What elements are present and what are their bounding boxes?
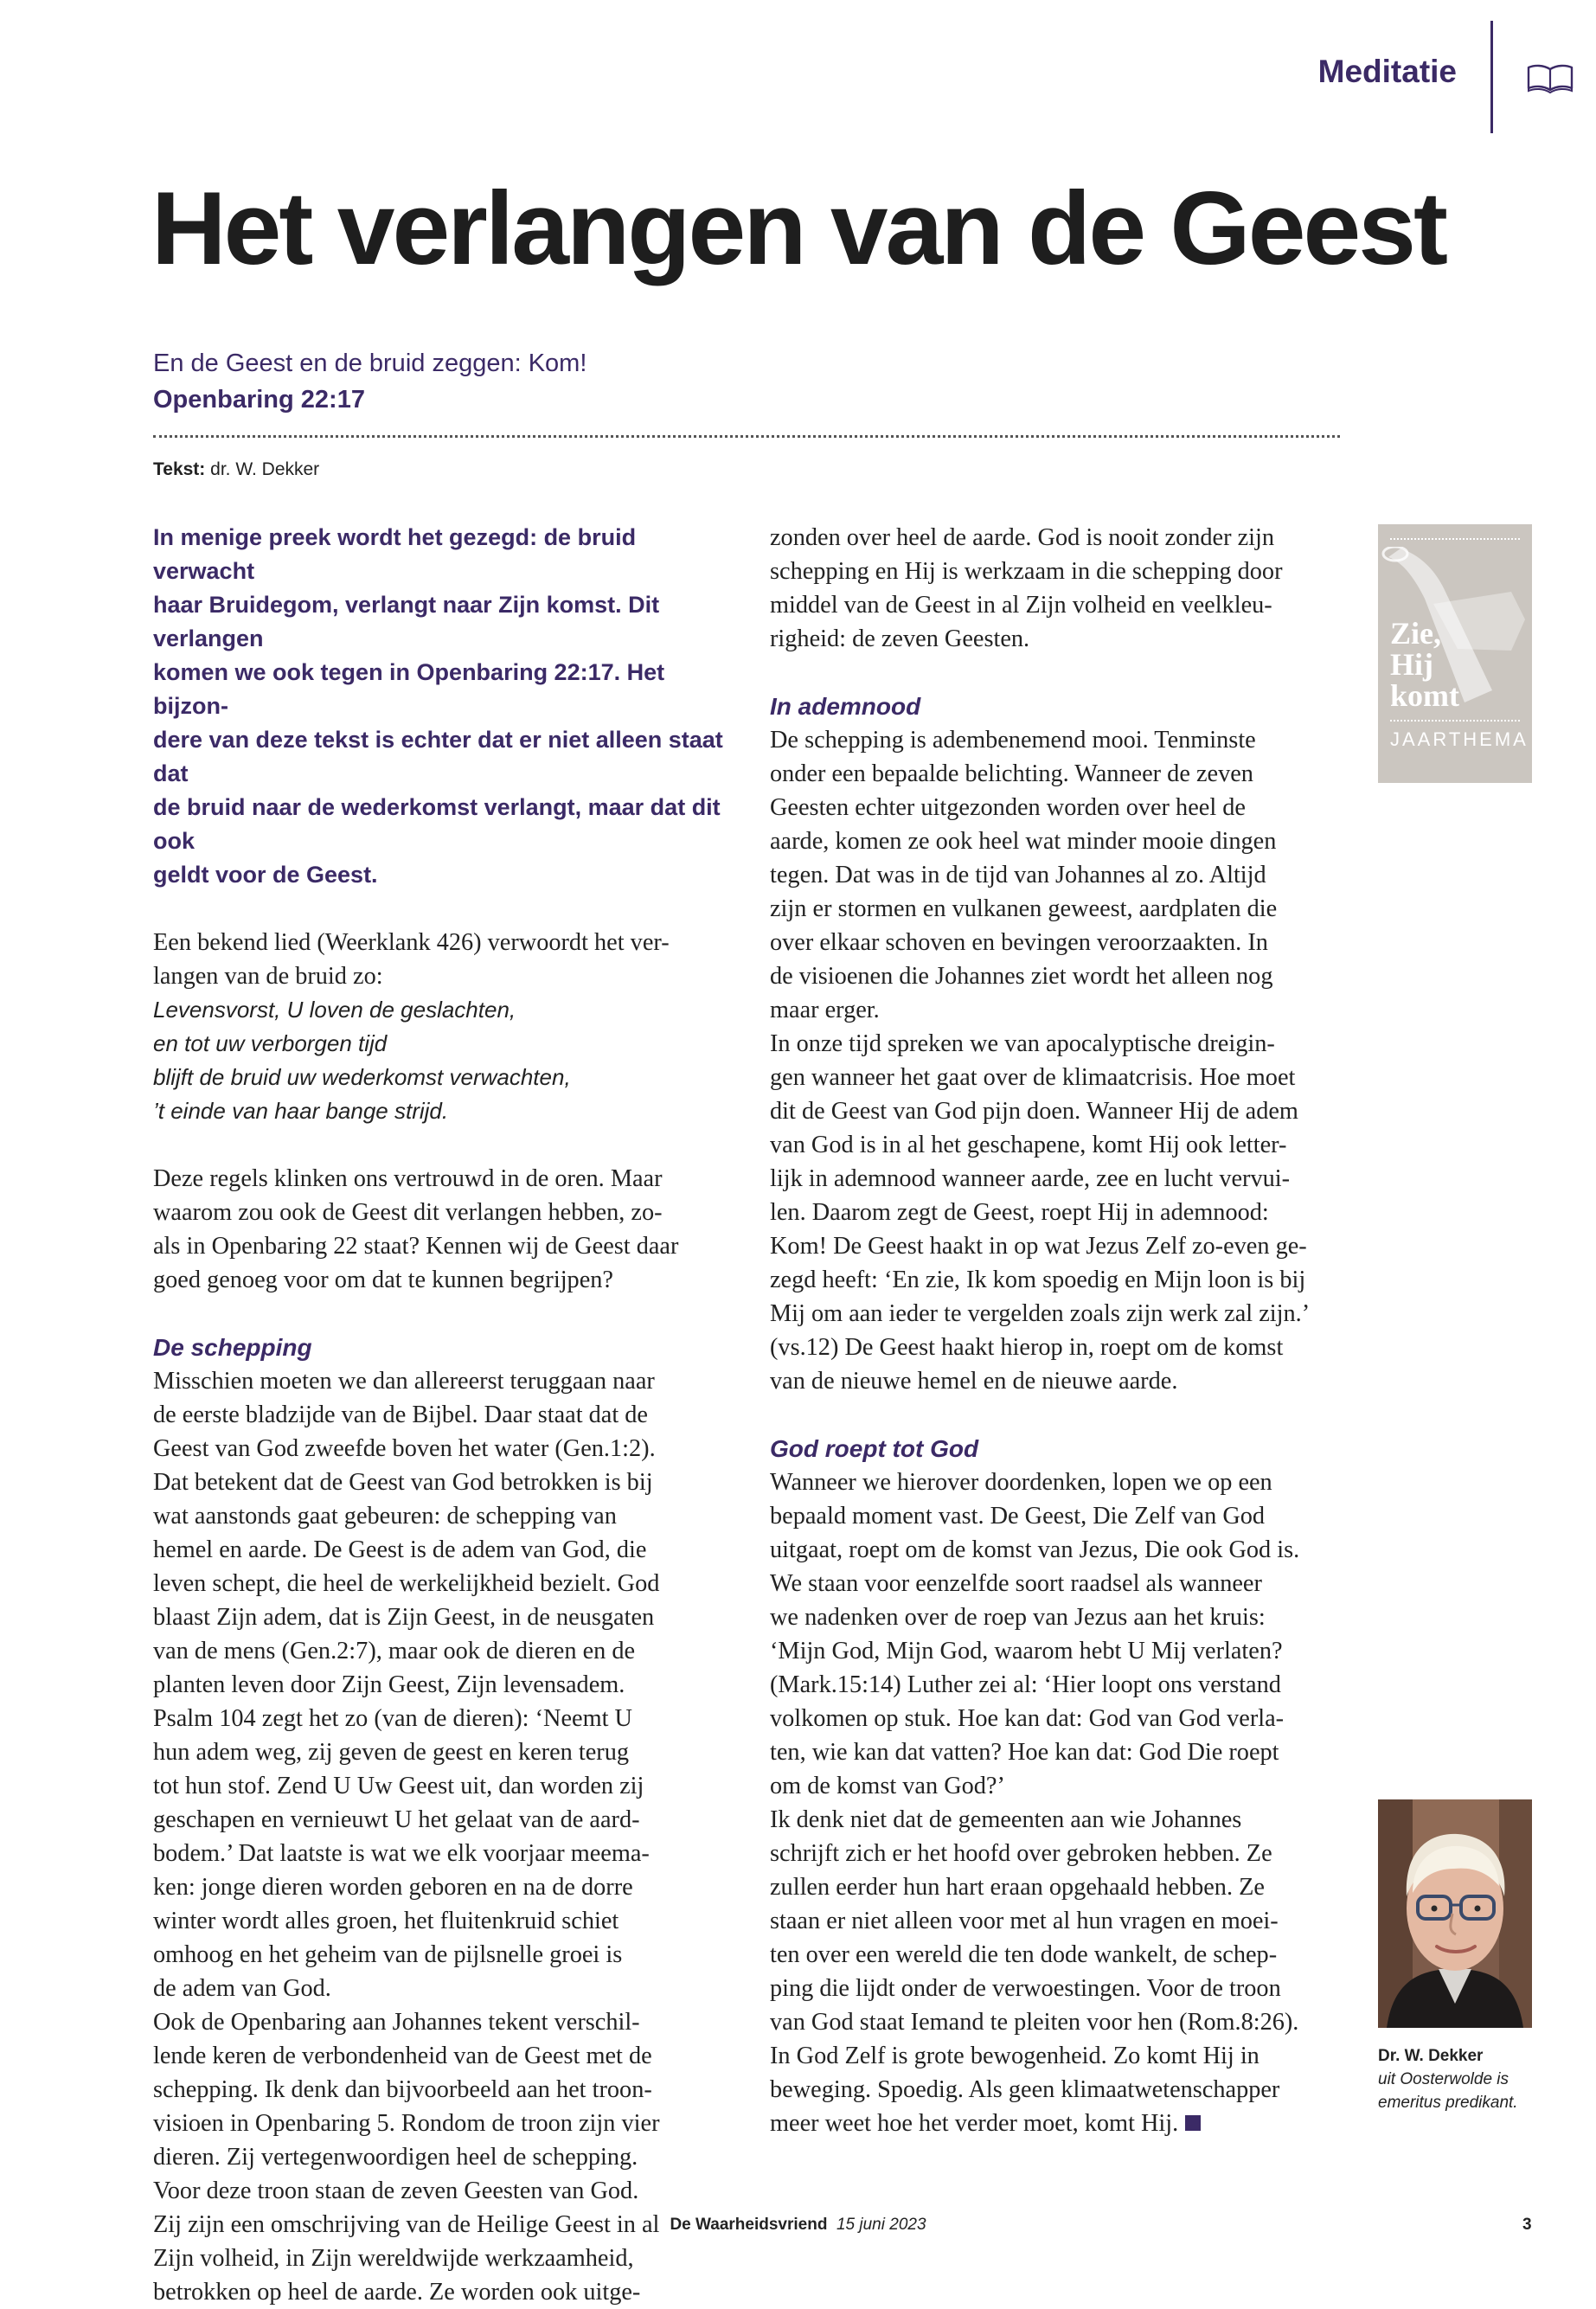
body-line: onder een bepaalde belichting. Wanneer de zeven bbox=[770, 760, 1253, 787]
lead-line: geldt voor de Geest. bbox=[153, 862, 378, 888]
body-line: ten, wie kan dat vatten? Hoe kan dat: God Die roept bbox=[770, 1739, 1279, 1766]
paragraph-gap bbox=[770, 656, 1358, 689]
paragraph-gap bbox=[153, 892, 741, 926]
body-line: gen wanneer het gaat over de klimaatcrisis. Hoe moet bbox=[770, 1064, 1296, 1091]
body-line: blaast Zijn adem, dat is Zijn Geest, in de neusgaten bbox=[153, 1604, 655, 1631]
body-line: schepping en Hij is werkzaam in die schepping door bbox=[770, 558, 1283, 585]
body-line: van God staat Iemand te pleiten voor hen (Rom.8:26). bbox=[770, 2009, 1299, 2036]
body-line: zijn er stormen en vulkanen geweest, aardplaten die bbox=[770, 895, 1278, 922]
body-line: Misschien moeten we dan allereerst teruggaan naar bbox=[153, 1368, 655, 1395]
body-line: ken: jonge dieren worden geboren en na de dorre bbox=[153, 1874, 633, 1901]
section-label: Meditatie bbox=[1317, 54, 1457, 89]
body-line: (Mark.15:14) Luther zei al: ‘Hier loopt ons verstand bbox=[770, 1671, 1281, 1698]
body-line: we nadenken over de roep van Jezus aan het kruis: bbox=[770, 1604, 1266, 1631]
body-line: Geest van God zweefde boven het water (Gen.1:2). bbox=[153, 1435, 656, 1462]
poem-line: ’t einde van haar bange strijd. bbox=[153, 1098, 449, 1124]
body-line: tegen. Dat was in de tijd van Johannes al zo. Altijd bbox=[770, 862, 1266, 888]
author-photo bbox=[1378, 1799, 1532, 2028]
body-line: Zij zijn een omschrijving van de Heilige Geest in al bbox=[153, 2211, 660, 2238]
theme-title-line: komt bbox=[1390, 678, 1459, 713]
body-line: hun adem weg, zij geven de geest en keren terug bbox=[153, 1739, 629, 1766]
theme-label: JAARTHEMA bbox=[1390, 728, 1529, 750]
body-line: Ook de Openbaring aan Johannes tekent verschil- bbox=[153, 2009, 640, 2036]
body-line: beweging. Spoedig. Als geen klimaatwetenschapper bbox=[770, 2076, 1280, 2103]
body-line: wat aanstonds gaat gebeuren: de schepping van bbox=[153, 1503, 617, 1530]
body-line: winter wordt alles groen, het fluitenkruid schiet bbox=[153, 1908, 619, 1934]
publication-name: De Waarheidsvriend bbox=[670, 2216, 828, 2234]
theme-title-line: Zie, bbox=[1390, 616, 1441, 651]
body-line: lijk in ademnood wanneer aarde, zee en lucht vervui- bbox=[770, 1165, 1291, 1192]
page-number: 3 bbox=[1522, 2216, 1532, 2234]
body-line: van de mens (Gen.2:7), maar ook de dieren en de bbox=[153, 1638, 636, 1664]
body-line: goed genoeg voor om dat te kunnen begrijpen? bbox=[153, 1267, 613, 1293]
body-line: visioen in Openbaring 5. Rondom de troon zijn vier bbox=[153, 2110, 660, 2137]
body-line: ‘Mijn God, Mijn God, waarom hebt U Mij verlaten? bbox=[770, 1638, 1283, 1664]
poem-line: Levensvorst, U loven de geslachten, bbox=[153, 997, 516, 1023]
body-line: schepping. Ik denk dan bijvoorbeeld aan het troon- bbox=[153, 2076, 652, 2103]
body-line: waarom zou ook de Geest dit verlangen hebben, zo- bbox=[153, 1199, 663, 1226]
body-line: ten over een wereld die ten dode wankelt, de schep- bbox=[770, 1941, 1278, 1968]
theme-dots-top bbox=[1390, 538, 1520, 540]
body-line: zegd heeft: ‘En zie, Ik kom spoedig en Mijn loon is bij bbox=[770, 1267, 1306, 1293]
body-line: aarde, komen ze ook heel wat minder mooie dingen bbox=[770, 828, 1277, 855]
article-column-right bbox=[770, 521, 1358, 2140]
body-line: de adem van God. bbox=[153, 1975, 331, 2002]
article-title: Het verlangen van de Geest bbox=[151, 170, 1445, 286]
header-rule bbox=[1490, 21, 1493, 133]
body-line: volkomen op stuk. Hoe kan dat: God van God verla- bbox=[770, 1705, 1285, 1732]
body-line: schrijft zich er het hoofd over gebroken hebben. Ze bbox=[770, 1840, 1272, 1867]
body-line: (vs.12) De Geest haakt hierop in, roept om de komst bbox=[770, 1334, 1284, 1361]
body-line: middel van de Geest in al Zijn volheid en veelkleu- bbox=[770, 592, 1272, 619]
body-line: zonden over heel de aarde. God is nooit zonder zijn bbox=[770, 524, 1275, 551]
paragraph-gap bbox=[770, 1398, 1358, 1432]
body-line: van God is in al het geschapene, komt Hij ook letter- bbox=[770, 1132, 1287, 1158]
final-line-text: meer weet hoe het verder moet, komt Hij. bbox=[770, 2110, 1179, 2137]
body-line: Kom! De Geest haakt in op wat Jezus Zelf zo-even ge- bbox=[770, 1233, 1307, 1260]
body-line: De schepping is adembenemend mooi. Tenminste bbox=[770, 727, 1256, 754]
body-line: Psalm 104 zegt het zo (van de dieren): ‘Neemt U bbox=[153, 1705, 632, 1732]
body-line: ping die lijdt onder de verwoestingen. Voor de troon bbox=[770, 1975, 1281, 2002]
body-line: planten leven door Zijn Geest, Zijn levensadem. bbox=[153, 1671, 625, 1698]
byline-author: dr. W. Dekker bbox=[210, 459, 320, 479]
paragraph-gap bbox=[153, 1297, 741, 1331]
body-line: bepaald moment vast. De Geest, Die Zelf van God bbox=[770, 1503, 1266, 1530]
subheading-de-schepping: De schepping bbox=[153, 1334, 312, 1361]
body-line: als in Openbaring 22 staat? Kennen wij de Geest daar bbox=[153, 1233, 679, 1260]
body-line: Geesten echter uitgezonden worden over heel de bbox=[770, 794, 1246, 821]
body-line: Wanneer we hierover doordenken, lopen we op een bbox=[770, 1469, 1272, 1496]
theme-dots-bottom bbox=[1390, 720, 1520, 722]
poem-line: blijft de bruid uw wederkomst verwachten, bbox=[153, 1064, 571, 1090]
body-line: van de nieuwe hemel en de nieuwe aarde. bbox=[770, 1368, 1178, 1395]
theme-badge bbox=[1378, 524, 1532, 783]
author-name: Dr. W. Dekker bbox=[1378, 2047, 1484, 2065]
body-line: Ik denk niet dat de gemeenten aan wie Johannes bbox=[770, 1806, 1242, 1833]
poem-line: en tot uw verborgen tijd bbox=[153, 1030, 388, 1056]
verse-text: En de Geest en de bruid zeggen: Kom! bbox=[153, 350, 587, 377]
body-line: de eerste bladzijde van de Bijbel. Daar staat dat de bbox=[153, 1401, 648, 1428]
body-line: betrokken op heel de aarde. Ze worden ook uitge- bbox=[153, 2279, 641, 2306]
body-line: In onze tijd spreken we van apocalyptische dreigin- bbox=[770, 1030, 1275, 1057]
body-line: zullen eerder hun hart eraan opgehaald hebben. Ze bbox=[770, 1874, 1265, 1901]
body-line: righeid: de zeven Geesten. bbox=[770, 625, 1030, 652]
body-line: Dat betekent dat de Geest van God betrokken is bij bbox=[153, 1469, 653, 1496]
body-line: In God Zelf is grote bewogenheid. Zo komt Hij in bbox=[770, 2043, 1259, 2069]
body-line: Zijn volheid, in Zijn wereldwijde werkzaamheid, bbox=[153, 2245, 634, 2272]
theme-title-line: Hij bbox=[1390, 647, 1433, 682]
body-line: over elkaar schoven en bevingen veroorzaakten. In bbox=[770, 929, 1268, 956]
paragraph-gap bbox=[153, 1128, 741, 1162]
body-line: om de komst van God?’ bbox=[770, 1773, 1005, 1799]
body-line: Mij om aan ieder te vergelden zoals zijn werk zal zijn.’ bbox=[770, 1300, 1311, 1327]
verse-reference: Openbaring 22:17 bbox=[153, 386, 365, 414]
lead-line: de bruid naar de wederkomst verlangt, maar dat dit ook bbox=[153, 794, 721, 854]
body-line: bodem.’ Dat laatste is wat we elk voorjaar meema- bbox=[153, 1840, 650, 1867]
byline bbox=[153, 459, 319, 480]
body-line: hemel en aarde. De Geest is de adem van God, die bbox=[153, 1536, 647, 1563]
body-line: We staan voor eenzelfde soort raadsel als wanneer bbox=[770, 1570, 1262, 1597]
lead-line: In menige preek wordt het gezegd: de bruid verwacht bbox=[153, 524, 637, 584]
body-line: lende keren de verbondenheid van de Geest met de bbox=[153, 2043, 652, 2069]
lead-line: dere van deze tekst is echter dat er niet alleen staat dat bbox=[153, 727, 723, 786]
body-line: Voor deze troon staan de zeven Geesten van God. bbox=[153, 2178, 639, 2204]
body-line: tot hun stof. Zend U Uw Geest uit, dan worden zij bbox=[153, 1773, 644, 1799]
end-mark bbox=[1185, 2115, 1201, 2131]
dotted-divider bbox=[153, 435, 1340, 438]
body-line: leven schept, die heel de werkelijkheid bezielt. God bbox=[153, 1570, 660, 1597]
body-line: Deze regels klinken ons vertrouwd in de oren. Maar bbox=[153, 1165, 663, 1192]
body-line-final bbox=[770, 2107, 1358, 2140]
body-line: omhoog en het geheim van de pijlsnelle groei is bbox=[153, 1941, 623, 1968]
body-line: geschapen en vernieuwt U het gelaat van de aard- bbox=[153, 1806, 640, 1833]
byline-label: Tekst: bbox=[153, 459, 206, 479]
subheading-in-ademnood: In ademnood bbox=[770, 693, 921, 720]
lead-line: haar Bruidegom, verlangt naar Zijn komst. Dit verlangen bbox=[153, 592, 660, 651]
body-line: staan er niet alleen voor met al hun vragen en moei- bbox=[770, 1908, 1279, 1934]
article-column-left bbox=[153, 521, 741, 2309]
body-line: langen van de bruid zo: bbox=[153, 963, 383, 990]
subheading-god-roept-tot-god: God roept tot God bbox=[770, 1435, 979, 1462]
body-line: Een bekend lied (Weerklank 426) verwoordt het ver- bbox=[153, 929, 670, 956]
body-line: de visioenen die Johannes ziet wordt het alleen nog bbox=[770, 963, 1273, 990]
body-line: maar erger. bbox=[770, 997, 880, 1023]
body-line: len. Daarom zegt de Geest, roept Hij in ademnood: bbox=[770, 1199, 1269, 1226]
body-line: dit de Geest van God pijn doen. Wanneer Hij de adem bbox=[770, 1098, 1298, 1125]
body-line: uitgaat, roept om de komst van Jezus, Die ook God is. bbox=[770, 1536, 1300, 1563]
publication-date: 15 juni 2023 bbox=[836, 2216, 926, 2234]
page-footer bbox=[0, 2216, 1596, 2235]
body-line: dieren. Zij vertegenwoordigen heel de schepping. bbox=[153, 2144, 638, 2171]
lead-line: komen we ook tegen in Openbaring 22:17. Het bijzon- bbox=[153, 659, 665, 719]
book-icon bbox=[1526, 62, 1574, 93]
author-place: uit Oosterwolde is bbox=[1378, 2070, 1509, 2088]
author-role: emeritus predikant. bbox=[1378, 2094, 1518, 2112]
